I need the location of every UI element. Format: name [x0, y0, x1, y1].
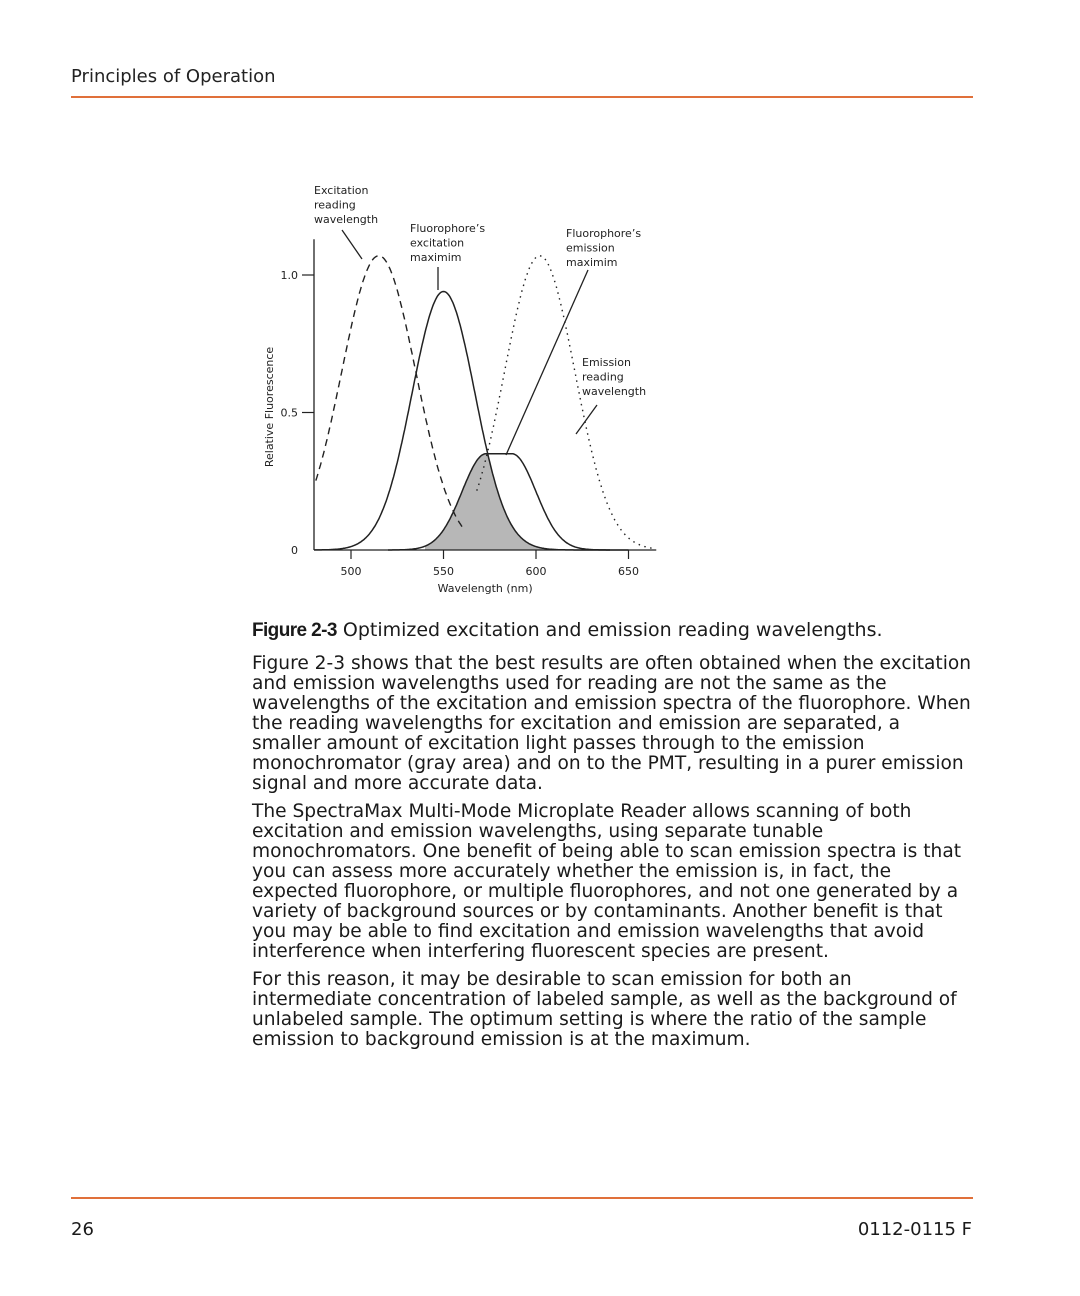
x-tick-label-500: 500 [340, 565, 362, 578]
annotation-excitation-max-line-3: maximim [410, 251, 462, 264]
x-axis-label: Wavelength (nm) [437, 582, 533, 595]
annotation-excitation-reading-line-3: wavelength [314, 213, 379, 226]
annotation-excitation-max-line-1: Fluorophore’s [410, 222, 486, 235]
x-tick-label-650: 650 [618, 565, 639, 578]
annotation-emission-reading-line-1: Emission [582, 356, 631, 369]
paragraph-1: Figure 2-3 shows that the best results are often obtained when the excitation and emission wavelengths used for reading are not the same as the wavelengths of the excitation and emission spectra of the fluorophore. When the reading wavelengths for excitation and emission are separated, a smaller amount of excitation light passes through to the emission monochromator (gray area) and on to the PMT, resulting in a purer emission signal and more accurate data. [252, 653, 972, 794]
body-text [252, 654, 974, 1058]
y-tick-label-1.0: 1.0 [280, 269, 298, 282]
x-tick-label-600: 600 [525, 565, 547, 578]
document-id: 0112-0115 F [857, 1219, 972, 1240]
leader-emission-max [506, 270, 588, 455]
annotation-excitation-max-line-2: excitation [410, 236, 465, 250]
annotation-emission-max-line-1: Fluorophore’s [566, 227, 642, 240]
paragraph-2: The SpectraMax Multi-Mode Microplate Reader allows scanning of both excitation and emission wavelengths, using separate tunable monochromators. One benefit of being able to scan emission spectra is that you can assess more accurately whether the emission is, in fact, the expected fluorophore, or multiple fluorophores, and not one generated by a variety of background sources or by contaminants. Another benefit is that you may be able to find excitation and emission wavelengths that avoid interference when interfering fluorescent species are present. [252, 801, 962, 962]
annotation-emission-reading-line-3: wavelength [582, 385, 647, 398]
header-rule [71, 96, 973, 98]
footer-rule [71, 1197, 973, 1199]
page-number: 26 [71, 1219, 94, 1240]
annotation-emission-max-line-2: emission [566, 241, 615, 255]
y-axis-label: Relative Fluorescence [263, 346, 276, 468]
leader-emission-reading [576, 405, 597, 434]
annotation-emission-reading-line-2: reading [582, 370, 624, 384]
figure-caption [252, 619, 972, 642]
y-tick-label-0: 0 [291, 544, 298, 557]
fluorescence-chart [250, 170, 670, 610]
x-tick-label-550: 550 [433, 565, 454, 578]
annotation-emission-max-line-3: maximim [566, 256, 618, 269]
annotation-excitation-reading-line-2: reading [314, 198, 356, 212]
paragraph-3: For this reason, it may be desirable to scan emission for both an intermediate concentration of labeled sample, as well as the background of unlabeled sample. The optimum setting is where the ratio of the sample emission to background emission is at the maximum. [252, 969, 957, 1050]
series-excitation-reading-curve [316, 256, 462, 527]
page-header-title: Principles of Operation [71, 66, 276, 87]
figure-caption-label: Figure 2-3 [252, 620, 337, 641]
figure-2-3 [250, 170, 670, 610]
leader-excitation-reading [342, 230, 362, 259]
annotation-excitation-reading-line-1: Excitation [314, 184, 369, 197]
y-tick-label-0.5: 0.5 [280, 406, 298, 420]
figure-caption-text: Optimized excitation and emission reading wavelengths. [342, 619, 883, 641]
series-emission-max-curve [477, 256, 655, 549]
